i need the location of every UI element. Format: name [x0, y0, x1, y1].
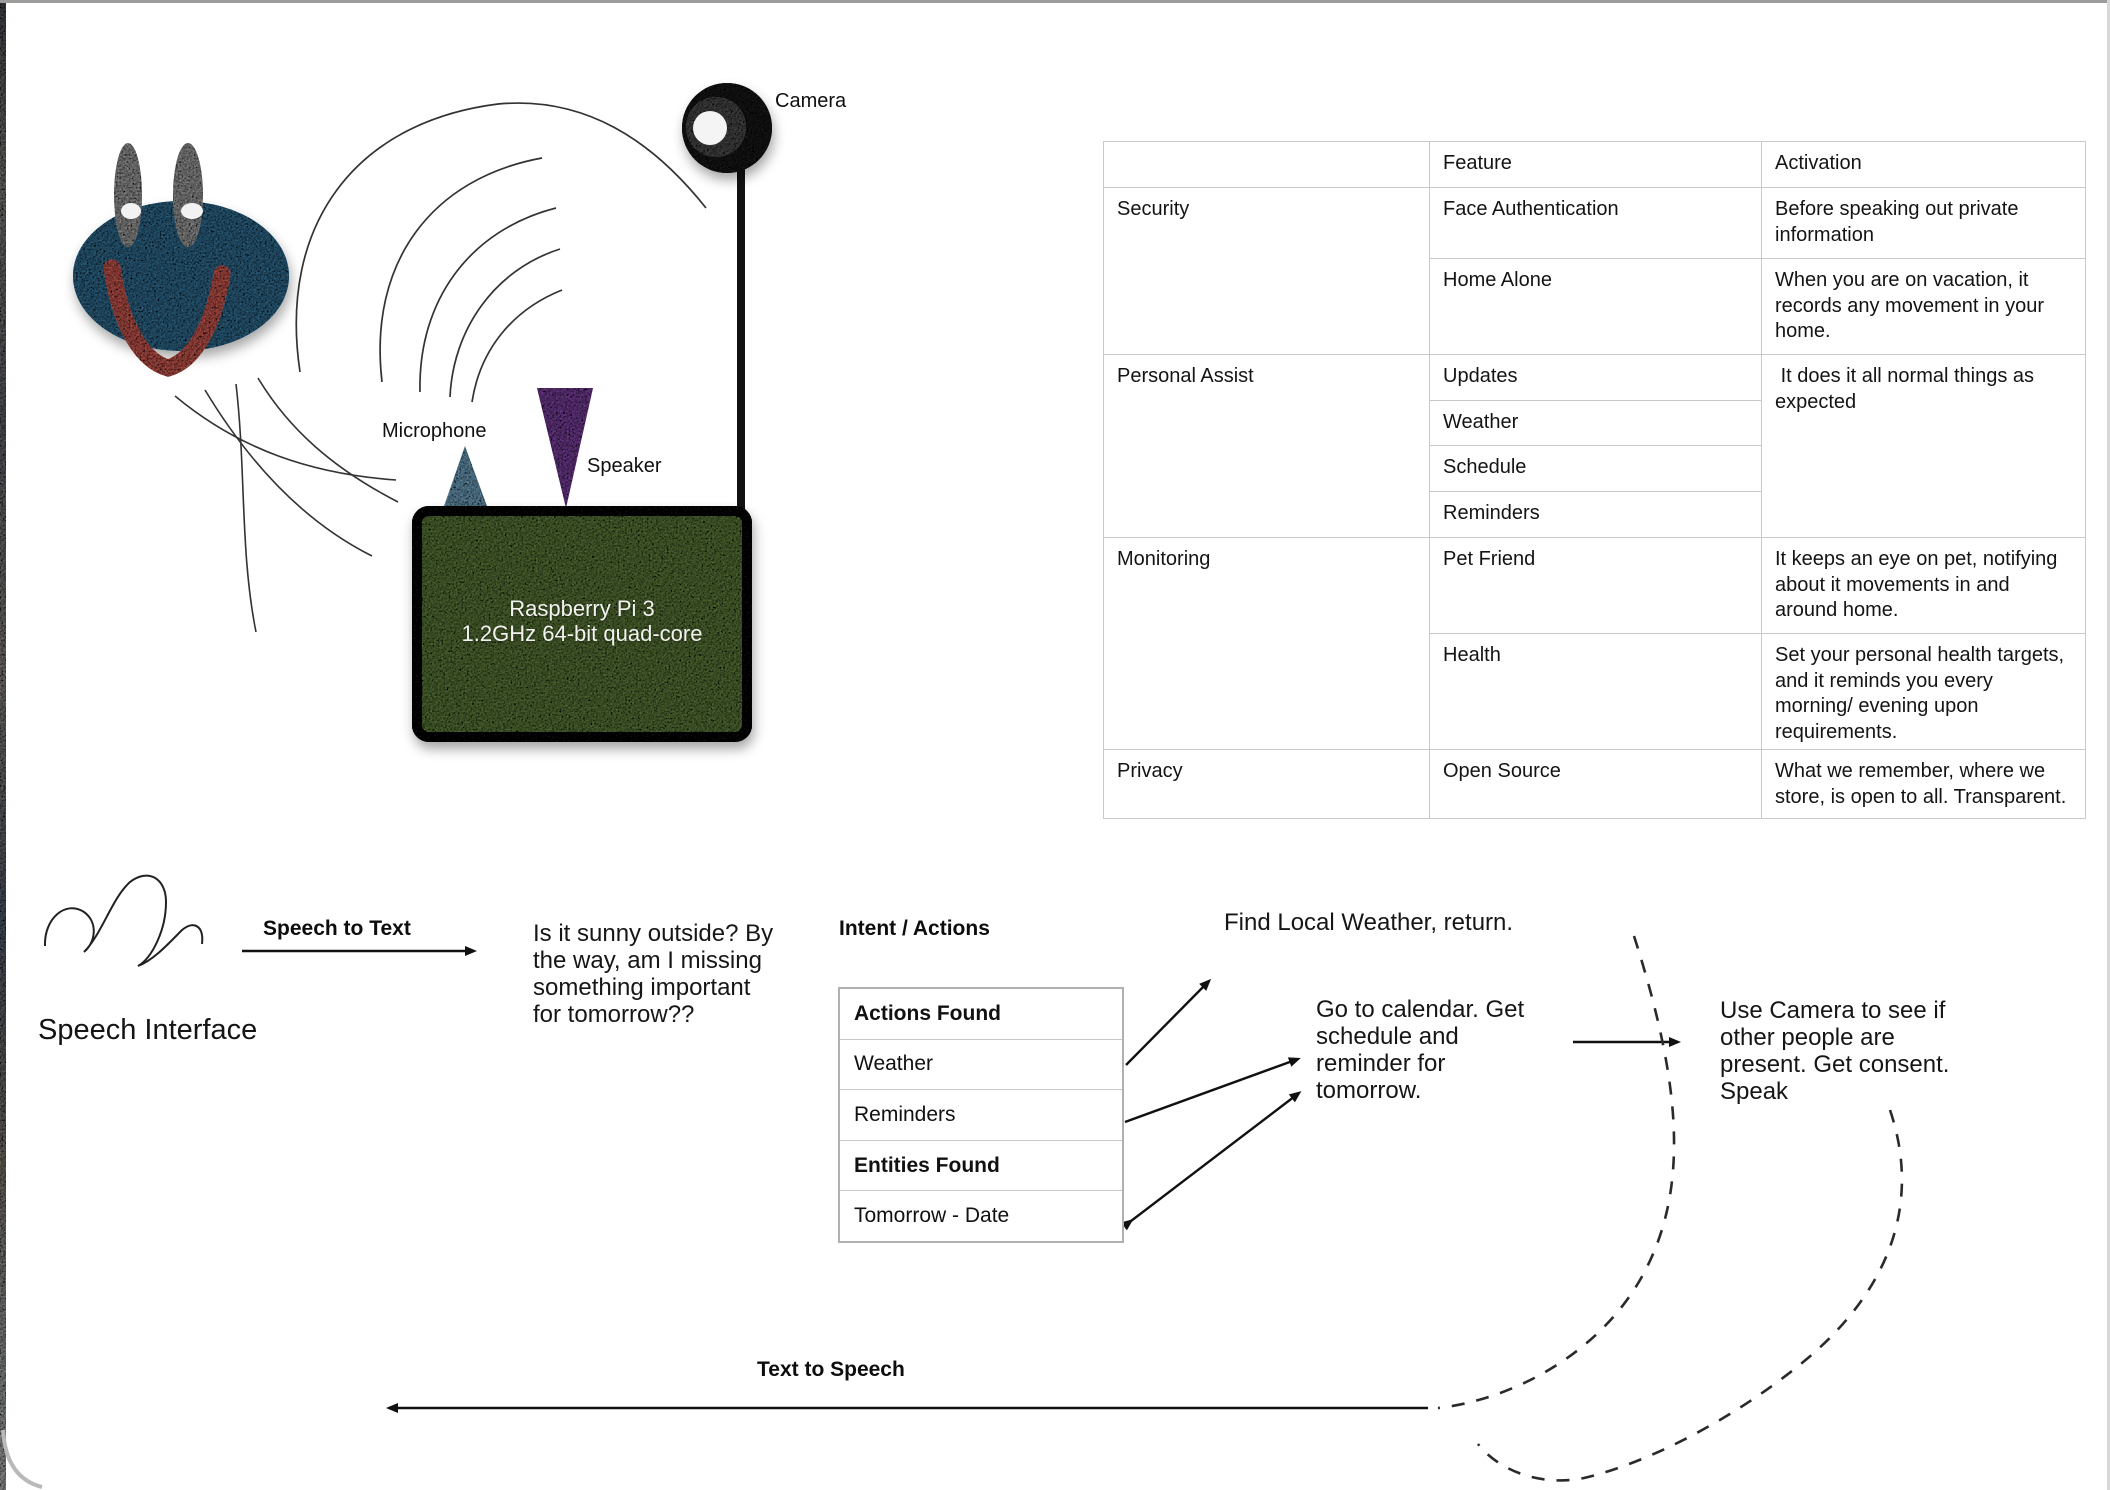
intent-row-reminders: Reminders	[840, 1089, 1122, 1140]
microphone-icon	[443, 446, 488, 509]
bottom-left-corner-artifact	[3, 1430, 42, 1487]
left-edge-strip	[0, 0, 6, 1490]
arrow-weather-action	[1126, 981, 1209, 1065]
category-privacy: Privacy	[1104, 750, 1430, 819]
feature-cell: Health	[1430, 634, 1762, 750]
camera-action-text: Use Camera to see if other people are present. Get consent. Speak	[1720, 997, 1950, 1105]
activation-cell: It keeps an eye on pet, notifying about it movements in and around home.	[1762, 538, 2086, 634]
category-security: Security	[1104, 188, 1430, 355]
activation-cell: When you are on vacation, it records any movement in your home.	[1762, 259, 2086, 355]
text-to-speech-label: Text to Speech	[757, 1358, 905, 1381]
mascot-ear-right	[173, 143, 203, 247]
activation-cell: Set your personal health targets, and it reminds you every morning/ evening upon requirements.	[1762, 634, 2086, 750]
table-row	[1104, 538, 2086, 634]
camera-icon	[682, 83, 772, 516]
activation-cell: Before speaking out private information	[1762, 188, 2086, 259]
board-line1: Raspberry Pi 3	[509, 596, 655, 621]
header-feature: Feature	[1430, 142, 1762, 188]
intent-row-entities-found: Entities Found	[840, 1140, 1122, 1191]
camera-label: Camera	[775, 90, 847, 112]
activation-cell: It does it all normal things as expected	[1762, 355, 2086, 538]
table-row	[1104, 188, 2086, 259]
dashed-curve-outer	[1478, 1110, 1902, 1480]
sketch-stray-lines	[175, 378, 398, 632]
intent-row-tomorrow-date: Tomorrow - Date	[840, 1190, 1122, 1241]
arrow-entities-double	[1131, 1093, 1299, 1221]
header-activation: Activation	[1762, 142, 2086, 188]
speech-to-text-label: Speech to Text	[263, 917, 411, 940]
intent-actions-title: Intent / Actions	[839, 917, 990, 940]
feature-cell: Reminders	[1430, 492, 1762, 538]
speaker-icon	[537, 388, 593, 508]
microphone-label: Microphone	[382, 420, 487, 442]
feature-cell: Pet Friend	[1430, 538, 1762, 634]
top-edge-line	[0, 0, 2110, 3]
feature-cell: Face Authentication	[1430, 188, 1762, 259]
table-row	[1104, 750, 2086, 819]
feature-table	[1103, 141, 2086, 819]
query-text: Is it sunny outside? By the way, am I missing something important for tomorrow??	[533, 920, 774, 1028]
intent-actions-box	[838, 987, 1124, 1243]
speech-interface-label: Speech Interface	[38, 1014, 258, 1046]
mascot-ear-left	[114, 143, 142, 247]
table-row	[1104, 355, 2086, 401]
board-line2: 1.2GHz 64-bit quad-core	[461, 621, 703, 646]
feature-cell: Open Source	[1430, 750, 1762, 819]
feature-cell: Weather	[1430, 401, 1762, 446]
calendar-action-text: Go to calendar. Get schedule and reminder for tomorrow.	[1316, 996, 1525, 1104]
speaker-label: Speaker	[587, 455, 662, 477]
mascot-face	[73, 143, 289, 368]
feature-cell: Schedule	[1430, 446, 1762, 492]
raspberry-pi-label	[417, 596, 747, 646]
sound-wave-arcs	[296, 103, 706, 402]
feature-cell: Home Alone	[1430, 259, 1762, 355]
category-personal-assist: Personal Assist	[1104, 355, 1430, 538]
category-monitoring: Monitoring	[1104, 538, 1430, 750]
intent-row-weather: Weather	[840, 1039, 1122, 1090]
speech-waveform-squiggle	[45, 876, 202, 966]
weather-action-text: Find Local Weather, return.	[1224, 909, 1514, 936]
table-header-row	[1104, 142, 2086, 188]
header-category	[1104, 142, 1430, 188]
intent-row-actions-found: Actions Found	[854, 1001, 1001, 1025]
activation-cell: What we remember, where we store, is open to all. Transparent.	[1762, 750, 2086, 819]
feature-cell: Updates	[1430, 355, 1762, 401]
